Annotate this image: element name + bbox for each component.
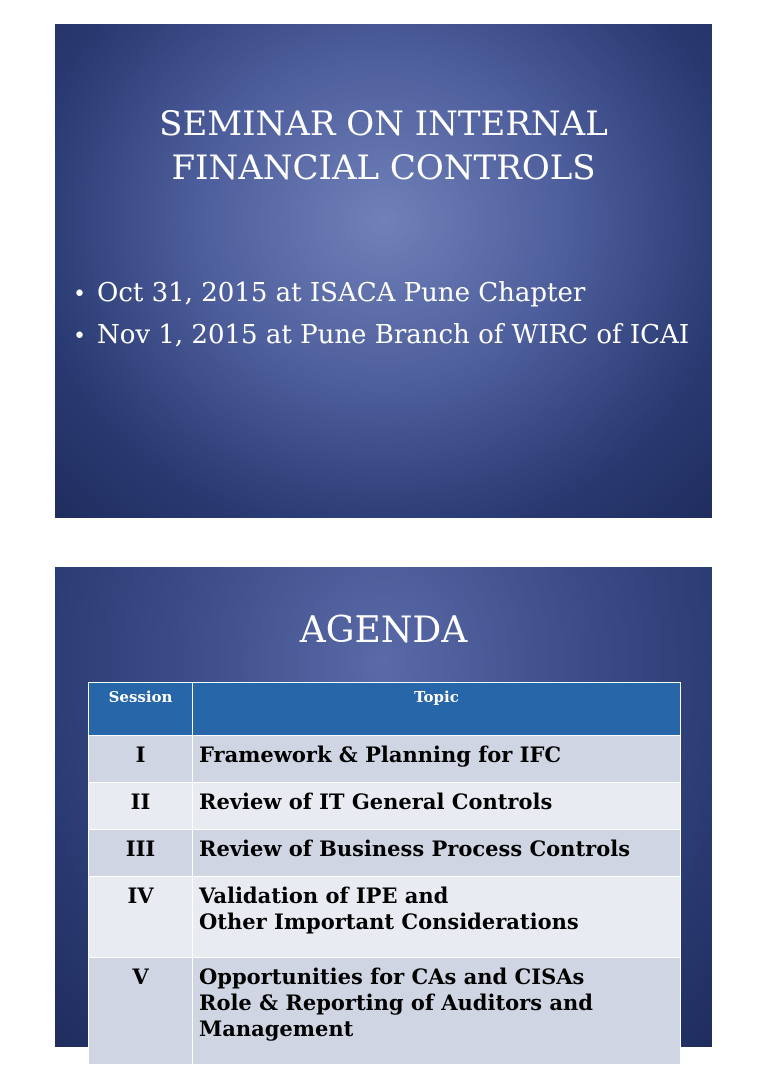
bullet-icon: • (73, 324, 86, 349)
topic-cell (193, 783, 681, 830)
bullet-item (73, 273, 702, 315)
topic-line: Role & Reporting of Auditors and (199, 990, 593, 1015)
topic-line: Validation of IPE and (199, 883, 449, 908)
seminar-title-line-1: SEMINAR ON INTERNAL (159, 104, 608, 144)
table-row (89, 830, 681, 877)
bullet-text: Oct 31, 2015 at ISACA Pune Chapter (97, 278, 586, 308)
agenda-slide (55, 567, 712, 1047)
topic-line: Opportunities for CAs and CISAs (199, 964, 585, 989)
title-slide (55, 24, 712, 518)
header-topic: Topic (193, 683, 681, 736)
table-row (89, 736, 681, 783)
bullet-text: Nov 1, 2015 at Pune Branch of WIRC of ICAI (97, 320, 690, 350)
topic-line: Management (199, 1016, 354, 1041)
seminar-title (55, 102, 712, 190)
session-cell: II (89, 783, 193, 830)
agenda-title: AGENDA (299, 610, 468, 651)
table-row (89, 783, 681, 830)
topic-cell (193, 877, 681, 958)
bullet-item (73, 315, 702, 357)
agenda-table (88, 682, 681, 1065)
topic-line: Other Important Considerations (199, 909, 579, 934)
seminar-title-line-2: FINANCIAL CONTROLS (171, 148, 596, 188)
session-cell: IV (89, 877, 193, 958)
topic-cell (193, 736, 681, 783)
topic-line: Framework & Planning for IFC (199, 742, 562, 767)
bullet-icon: • (73, 282, 86, 307)
session-cell: I (89, 736, 193, 783)
seminar-dates-list (73, 273, 702, 357)
session-cell: V (89, 958, 193, 1065)
topic-cell (193, 958, 681, 1065)
topic-line: Review of Business Process Controls (199, 836, 631, 861)
table-row (89, 958, 681, 1065)
session-cell: III (89, 830, 193, 877)
topic-cell (193, 830, 681, 877)
table-row (89, 877, 681, 958)
table-header-row (89, 683, 681, 736)
header-session: Session (89, 683, 193, 736)
topic-line: Review of IT General Controls (199, 789, 553, 814)
